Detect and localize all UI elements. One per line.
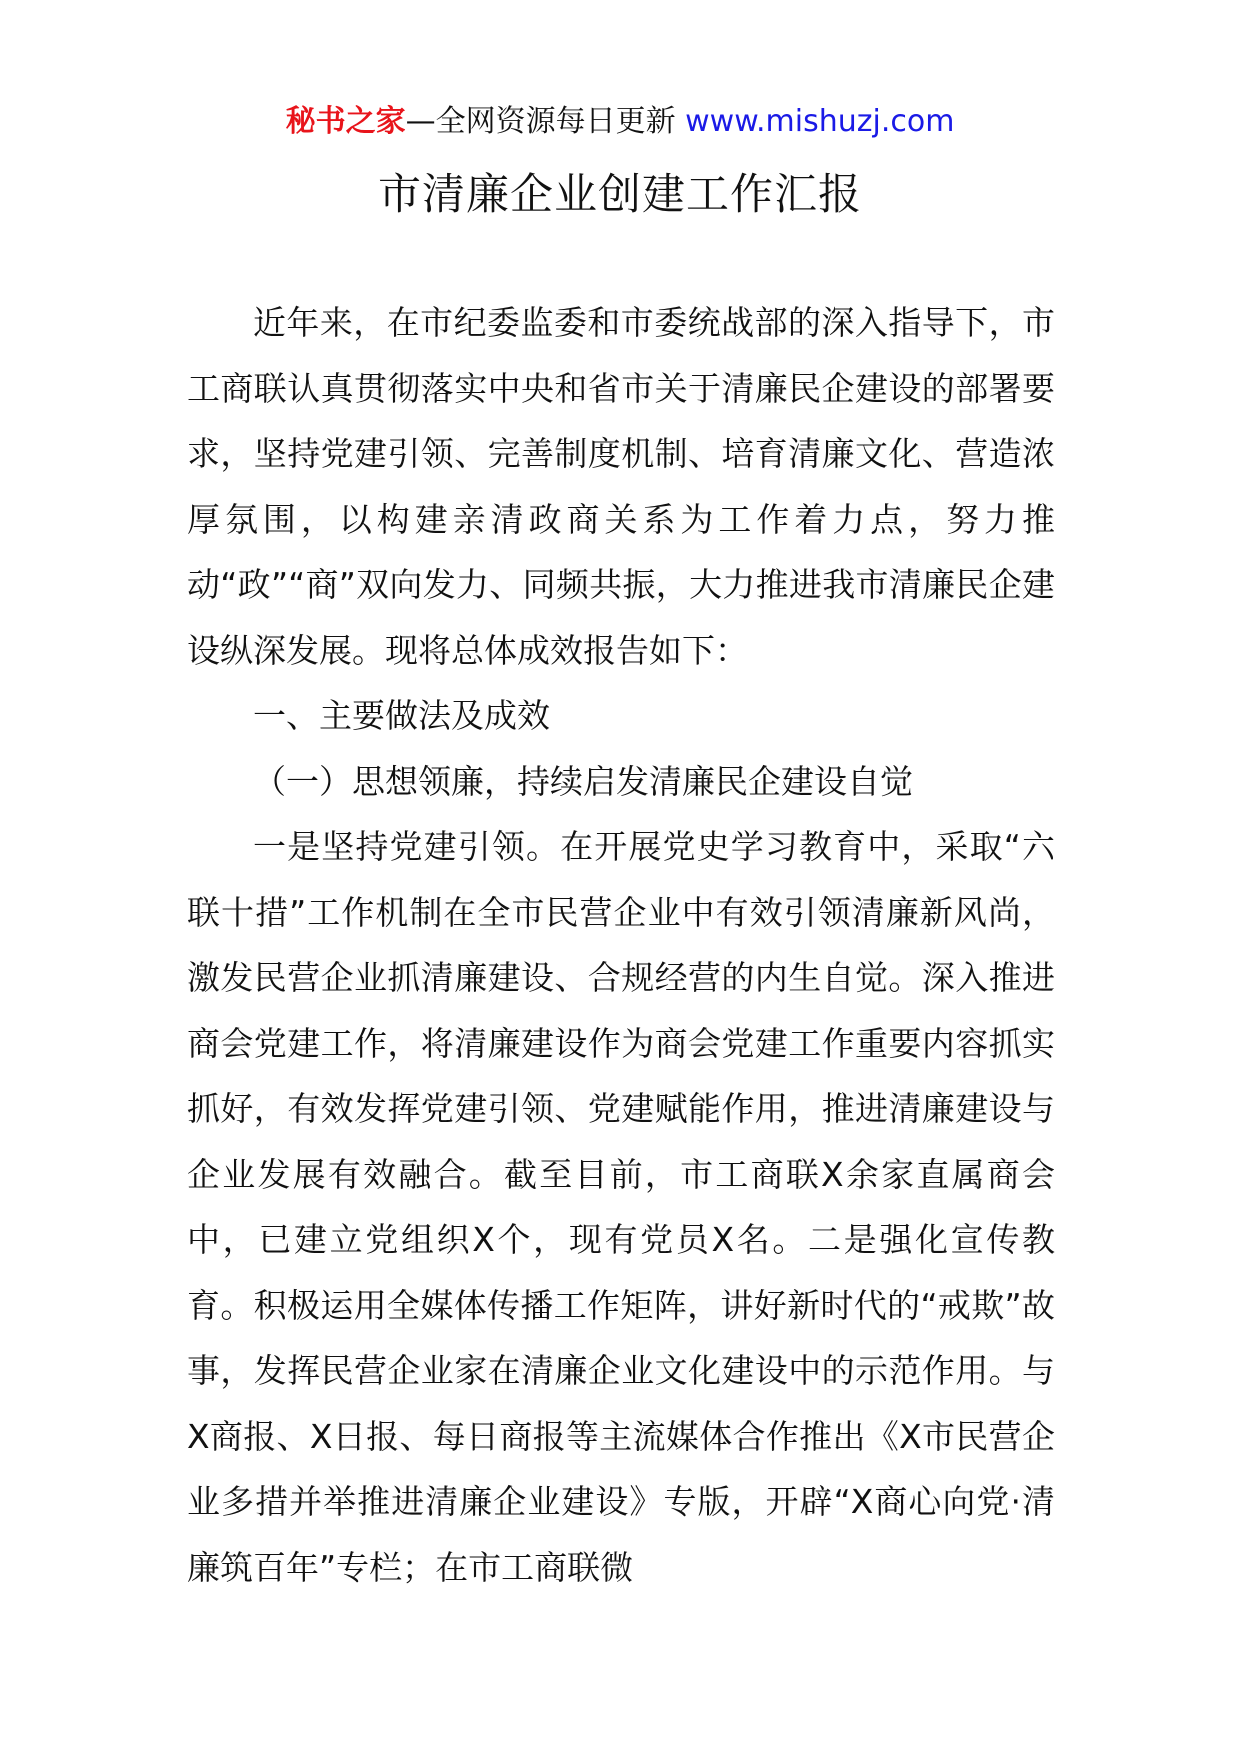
- intro-paragraph: 近年来，在市纪委监委和市委统战部的深入指导下，市工商联认真贯彻落实中央和省市关于清廉民企建设的部署要求，坚持党建引领、完善制度机制、培育清廉文化、营造浓厚氛围，以构建亲清政商关系为工作着力点，努力推动“政”“商”双向发力、同频共振，大力推进我市清廉民企建设纵深发展。现将总体成效报告如下：: [187, 303, 1055, 670]
- section-heading: 一、主要做法及成效: [253, 696, 550, 735]
- site-brand: 秘书之家: [285, 104, 406, 139]
- document-title: 市清廉企业创建工作汇报: [378, 170, 862, 220]
- document-body: [187, 290, 1055, 1600]
- site-slogan: —全网资源每日更新: [405, 104, 676, 139]
- subsection-heading: （一）思想领廉，持续启发清廉民企建设自觉: [253, 761, 913, 801]
- site-header: [0, 100, 1240, 144]
- site-url-link[interactable]: www.mishuzj.com: [685, 104, 955, 139]
- body-paragraph: 一是坚持党建引领。在开展党史学习教育中，采取“六联十措”工作机制在全市民营企业中有效引领清廉新风尚，激发民营企业抓清廉建设、合规经营的内生自觉。深入推进商会党建工作，将清廉建设作为商会党建工作重要内容抓实抓好，有效发挥党建引领、党建赋能作用，推进清廉建设与企业发展有效融合。截至目前，市工商联X余家直属商会中，已建立党组织X个，现有党员X名。二是强化宣传教育。积极运用全媒体传播工作矩阵，讲好新时代的“戒欺”故事，发挥民营企业家在清廉企业文化建设中的示范作用。与X商报、X日报、每日商报等主流媒体合作推出《X市民营企业多措并举推进清廉企业建设》专版，开辟“X商心向党·清廉筑百年”专栏；在市工商联微: [187, 827, 1055, 1587]
